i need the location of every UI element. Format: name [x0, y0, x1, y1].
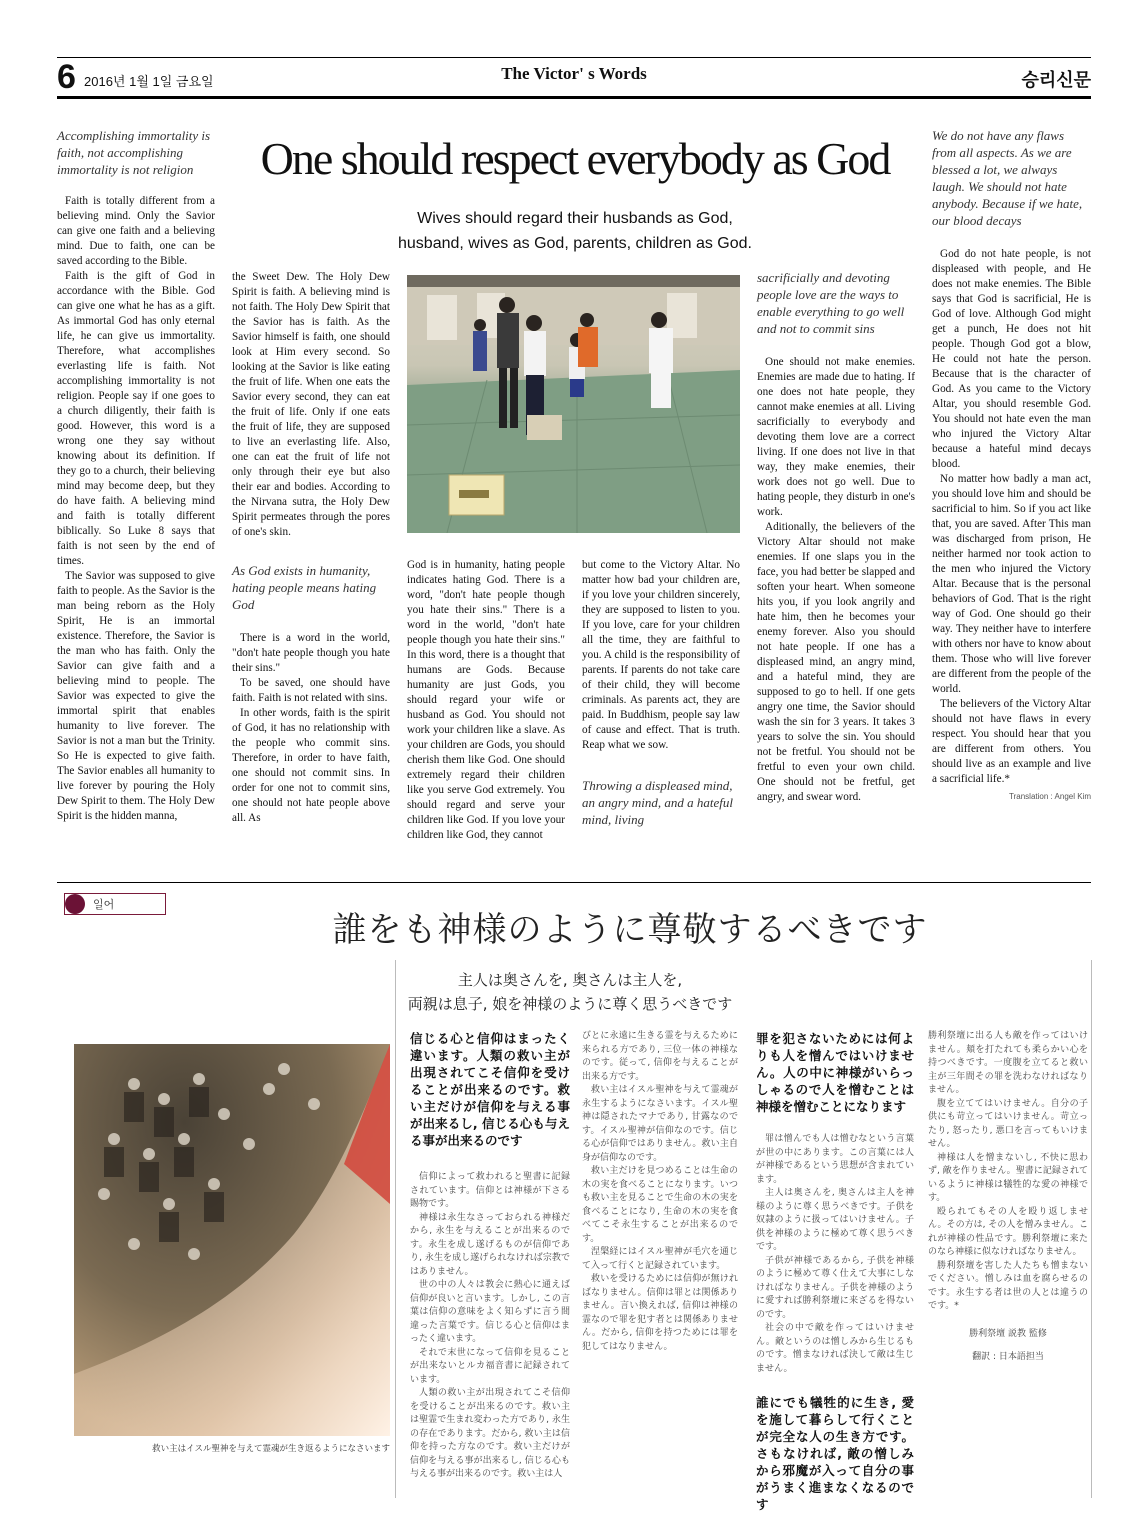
japanese-subtitle-line-2: 両親は息子, 娘を神様のように尊く思うべきです: [407, 995, 733, 1013]
japanese-signature-2: 翻訳 : 日本語担当: [972, 1352, 1044, 1362]
paragraph: The Savior was supposed to give faith to people. As the Savior is the man being reborn as the Holy Spirit, He is an immortal existence. Therefore, the Savior is the man who has faith. Only the Savior can give faith and a believing mind to people. The Savior was expected to give the immortal spirit that enables humanity to live forever. The Savior is not a man but the Trinity. So He is expected to give faith. The Savior enables all humanity to live forever by pouring the Holy Dew Spirit to them. The Holy Dew Spirit is the hidden manna,: [57, 570, 215, 822]
english-column-3: [407, 558, 565, 843]
paragraph: 神様は人を憎まないし, 不快に思わず, 敵を作りません。聖書に記録されているように神様は犠牲的な愛の神様です。: [928, 1152, 1088, 1203]
paragraph: No matter how badly a man act, you should love him and should be sacrificial to him. So if you act like that, you are saved. After This man was discharged from prison, He neither harmed nor took action to the men who injured the Victory Altar. Because that is the personal behaviors of God. That is the right way of God. One should go their way. They neither have to interfere with others nor have to know about them. Those who will live forever are different from the people of the world.: [932, 473, 1091, 695]
japanese-photo-illustration: [74, 1044, 390, 1436]
paragraph: In other words, faith is the spirit of God, it has no relationship with the people who commit sins. Therefore, in order to have faith, one should not commit sins. In order for one not to commit sins, one should not hate people above all. As: [232, 707, 390, 824]
japanese-subtitle-line-1: 主人は奥さんを, 奥さんは主人を,: [457, 971, 683, 989]
japanese-lead-2: 誰にでも犠牲的に生き, 愛を施して暮らして行くことが完全な人の生き方です。さもなければ, 敵の憎しみから邪魔が入って自分の事がうまく進まなくなるのです: [756, 1395, 914, 1512]
translation-credit: Translation : Angel Kim: [1009, 792, 1091, 801]
paragraph: 救い主だけを見つめることは生命の木の実を食べることになります。いつも救い主を見ることで生命の木の実を食べることになり, 生命の木の実を食べてこそ永生することが出来るのです。: [582, 1166, 738, 1244]
paragraph: 信仰によって救われると聖書に記録されています。信仰とは神様が下さる賜物です。: [410, 1172, 570, 1209]
newspaper-title: The Victor' s Words: [501, 64, 647, 83]
japanese-column-3: [756, 1030, 914, 1513]
paragraph: 主人は奥さんを, 奥さんは主人を神様のように尊く思うべきです。子供を奴隷のように扱ってはいけません。子供を神様のように極めて尊く思うべきです。: [756, 1188, 914, 1252]
pull-quote: Accomplishing immortality is faith, not accomplishing immortality is not religion: [57, 128, 211, 177]
paragraph: 人類の救い主が出現されてこそ信仰を受けることが出来るのです。救い主は聖霊で生まれ変わった方であり, 永生の存在であります。だから, 救い主は信仰を持った方なのです。救い主だけが信仰を与える事が出来るし, 信じる心も与える事が出来るのです。救い主は人: [410, 1388, 570, 1479]
subtitle-line-2: husband, wives as God, parents, children as God.: [398, 235, 752, 252]
paragraph: Faith is the gift of God in accordance with the Bible. God can give one what he has as a gift. As immortal God has only eternal life, he can give us immortality. Therefore, what accomplishes everlasting life is faith. Not accomplishing immortality is not religion. People say if one goes to a church diligently, their faith is good. However, this word is a wrong one they say without knowing about its definition. If they go to a church, their believing mind may become deep, but they do have faith. A believing mind and faith is totally different biblically. So Luke 8 says that faith is not seen by the end of times.: [57, 270, 215, 567]
section-label-dot: [65, 894, 85, 914]
pull-quote: sacrificially and devoting people love are the ways to enable everything to go well and not to commit sins: [757, 270, 905, 336]
english-column-6: [932, 127, 1091, 804]
pull-quote: Throwing a displeased mind, an angry mind, and a hateful mind, living: [582, 778, 733, 827]
japanese-right-rule: [1091, 960, 1092, 1498]
paragraph: Aditionally, the believers of the Victory Altar should not make enemies. If one slaps you in the face, you had better be slapped and soften your heart. When someone hits you, if you look angrily and hate him, then he becomes your enemy forever. Also you should not hate people. If one has a displeased mind, an angry mind, and a hateful mind, they are supposed to go to hell. If one gets angry one time, the Savior should wash the sin for 3 years. It takes 3 years to solve the sin. You should not be fretful. You should not be fretful to even your own child. One should not be fretful, get angry, and swear word.: [757, 521, 915, 803]
paragraph: There is a word in the world, "don't hate people though you hate their sins.": [232, 632, 390, 674]
japanese-subtitle: [360, 968, 780, 1016]
subtitle-line-1: Wives should regard their husbands as God,: [417, 210, 733, 227]
japanese-headline: 誰をも神様のように尊敬するべきです: [332, 910, 928, 950]
english-column-2: [232, 270, 390, 826]
paragraph: 子供が神様であるから, 子供を神様のように極めて尊く仕えて大事にしなければなりません。子供を神様のように愛すれば勝利祭壇に来ざるを得ないのです。: [756, 1255, 914, 1320]
paragraph: The believers of the Victory Altar should not have flaws in every respect. You should hear that you are different from others. You should live as an example and live a sacrificial life.*: [932, 698, 1091, 785]
photo-illustration: [407, 275, 740, 533]
paragraph: God is in humanity, hating people indicates hating God. There is a word, "don't hate people though you hate their sins." There is a word in the world, "don't hate people though you hate their sins." In this word, there is a thought that humans are Gods. Because humanity are just Gods, you should regard your wife or husband as God. You should not work your children like a slave. As your children are Gods, you should cherish them like God. One should extremely regard their children like you serve God extremely. You should regard and serve your children like God. If you love your children like God, they cannot: [407, 559, 565, 841]
article-headline: One should respect everybody as God: [260, 133, 890, 184]
paragraph: びとに永遠に生きる霊を与えるために来られる方であり, 三位一体の神様なのです。従って, 信仰を与えることが出来る方です。: [582, 1031, 738, 1082]
japanese-lead: 罪を犯さないためには何よりも人を憎んではいけません。人の中に神様がいらっしゃるので人を憎むことは神様を憎むことになります: [756, 1031, 914, 1114]
english-column-1: [57, 127, 215, 824]
paragraph: One should not make enemies. Enemies are made due to hating. If one does not hate people, they cannot make enemies at all. Living sacrificially to everybody and devoting them love are a correct living. If one does not live in that way, they make enemies, their work does not go well. Due to hating people, they disturb in one's work.: [757, 356, 915, 518]
newspaper-brand: 승리신문: [1021, 70, 1091, 91]
japanese-signature-1: 勝利祭壇 説教 監修: [969, 1328, 1047, 1339]
paragraph: 勝利祭壇に出る人も敵を作ってはいけません。頬を打たれても柔らかい心を持つべきです。一度腹を立てると救い主が三年間その罪を洗わなければなりません。: [928, 1031, 1088, 1095]
pull-quote: As God exists in humanity, hating people means hating God: [232, 563, 377, 612]
section-divider: [57, 882, 1091, 883]
article-photo: [407, 275, 740, 533]
japanese-photo: [74, 1044, 390, 1436]
issue-date: 2016년 1월 1일 금요일: [84, 74, 214, 89]
japanese-photo-rule: [395, 960, 396, 1498]
english-column-5: [757, 269, 915, 805]
header-top-rule: [57, 57, 1091, 58]
japanese-column-2: [582, 1030, 738, 1354]
paragraph: 世の中の人々は教会に熱心に通えば信仰が良いと言います。しかし, この言葉は信仰の意味をよく知らずに言う間違った言葉です。信じる心と信仰はまったく違います。: [410, 1280, 570, 1344]
paragraph: but come to the Victory Altar. No matter how bad your children are, if you love your children sincerely, they are supposed to listen to you. If you love, care for your children all the time, they are faithful to you. A child is the responsibility of parents. If parents do not take care of their child, they will become criminals. As parents act, they are paid. In Buddhism, people say law of cause and effect. That is truth. Reap what we sow.: [582, 559, 740, 751]
japanese-lead: 信じる心と信仰はまったく違います。人類の救い主が出現されてこそ信仰を受けることが出来るのです。救い主だけが信仰を与える事が出来るし, 信じる心も与える事が出来るのです: [410, 1031, 570, 1148]
paragraph: 罪は憎んでも人は憎むなという言葉が世の中にあります。この言葉には人が神様であるという思想が含まれています。: [756, 1134, 914, 1185]
paragraph: 腹を立ててはいけません。自分の子供にも苛立ってはいけません。苛立ったり, 怒ったり, 悪口を言ってもいけません。: [928, 1098, 1088, 1149]
japanese-column-1: [410, 1030, 570, 1482]
japanese-column-4: [928, 1030, 1088, 1365]
paragraph: 救い主はイスル聖神を与えて霊魂が永生するようになさいます。イスル聖神は隠されたマナであり, 甘露なのです。イスル聖神が信仰なのです。信じる心が信仰ではありません。救い主自身が信仰なのです。: [582, 1085, 738, 1163]
paragraph: Faith is totally different from a believing mind. Only the Savior can give one faith and a believing mind. Due to faith, one can be saved according to the Bible.: [57, 195, 215, 267]
paragraph: 涅槃経にはイスル聖神が毛穴を通じて入って行くと記録されています。: [582, 1247, 738, 1271]
paragraph: God do not hate people, is not displeased with people, and He does not make enemies. The Bible says that God is sacrificial, He is God of love. Although God might get a punch, He does not hit people. Though God got a blow, He could not hate the person. Because that is the character of God. As you came to the Victory Altar, you should resemble God. You should not hate even the man who injured the Victory Altar because a hateful mind decays blood.: [932, 248, 1091, 470]
paragraph: 救いを受けるためには信仰が無ければなりません。信仰は罪とは関係ありません。言い換えれば, 信仰は神様の霊なので罪を犯す者とは関係ありません。だから, 信仰を持つためには罪を犯してはなりません。: [582, 1274, 738, 1352]
pull-quote: We do not have any flaws from all aspects. As we are blessed a lot, we always laugh. We should not hate anybody. Because if we hate, our blood decays: [932, 128, 1083, 228]
paragraph: the Sweet Dew. The Holy Dew Spirit is faith. A believing mind is not faith. The Holy Dew Spirit that the Savior has is faith. As the Savior himself is faith, one should look at Him every second. So looking at the Savior is like eating the fruit of life. When one eats the Savior every second, they can eat the fruit of life. Only if one eats the fruit of life, they are supposed to live an everlasting life. Also, one can eat the fruit of life not only through their eye but also their ear and bodies. According to the Nirvana sutra, the Holy Dew Spirit permeates through the pores of one's skin.: [232, 271, 390, 538]
header-bottom-rule: [57, 96, 1091, 99]
paragraph: 社会の中で敵を作ってはいけません。敵というのは憎しみから生じるものです。憎まなければ決して敵は生じません。: [756, 1323, 914, 1374]
paragraph: 神様は永生なさっておられる神様だから, 永生を与えることが出来るのです。永生を成し遂げるものが信仰であり, 永生を成し遂げられなければ宗教ではありません。: [410, 1212, 570, 1277]
paragraph: To be saved, one should have faith. Faith is not related with sins.: [232, 677, 390, 704]
paragraph: 勝利祭壇を害した人たちも憎まないでください。憎しみは血を腐らせるのです。永生する者は世の人とは違うのです。*: [928, 1260, 1088, 1311]
section-label: 일어: [93, 898, 115, 911]
english-column-4: [582, 558, 740, 828]
page-number: 6: [57, 58, 76, 96]
japanese-photo-caption: 救い主はイスル聖神を与えて霊魂が生き返るようになさいます: [152, 1444, 390, 1454]
article-subtitle: [330, 206, 820, 256]
paragraph: 殴られてもその人を殴り返しません。その方は, その人を憎みません。これが神様の性品です。勝利祭壇に来たのなら神様に似なければなりません。: [928, 1206, 1088, 1257]
section-label-box: [64, 893, 166, 915]
paragraph: それで末世になって信仰を見ることが出来ないとルカ福音書に記録されています。: [410, 1347, 570, 1385]
